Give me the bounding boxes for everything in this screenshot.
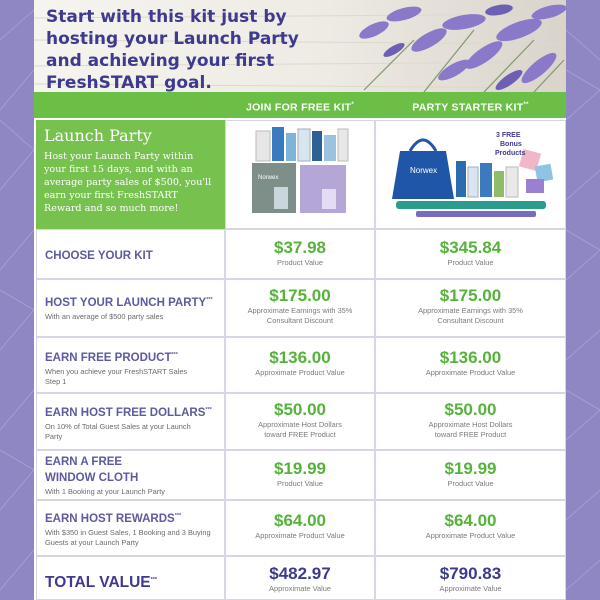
row-title — [45, 510, 218, 526]
row-title — [45, 247, 218, 263]
join-value-cell — [225, 337, 375, 393]
table-row — [34, 450, 566, 500]
join-value-cell — [225, 393, 375, 450]
footnote-marker: ** — [523, 102, 529, 108]
join-amount-note: Approximate Earnings with 35% Consultant Discount — [247, 306, 353, 325]
table-header-row — [34, 92, 566, 118]
column-header-join — [225, 92, 375, 118]
total-title — [45, 571, 218, 592]
column-header-join-label: JOIN FOR FREE KIT — [245, 101, 352, 114]
row-label-cell — [36, 450, 225, 500]
join-total-amount: $482.97 — [269, 564, 331, 583]
starter-total-amount: $790.83 — [439, 564, 502, 583]
headline-line: Start with this kit just by — [46, 7, 287, 27]
join-value-cell — [225, 450, 375, 500]
starter-kit-image — [375, 120, 566, 229]
join-kit-products-illustration — [226, 121, 374, 228]
join-value-cell — [225, 279, 375, 337]
table-row — [34, 337, 566, 393]
starter-amount: $175.00 — [439, 286, 502, 305]
row-title-text: CHOOSE YOUR KIT — [45, 249, 153, 262]
join-value-cell — [225, 229, 375, 279]
headline-line: FreshSTART goal. — [46, 73, 212, 92]
join-amount: $37.98 — [274, 238, 326, 257]
starter-amount-note: Approximate Product Value — [425, 531, 516, 540]
total-label-cell — [36, 556, 225, 600]
join-total-cell — [225, 556, 375, 600]
row-title — [45, 456, 218, 485]
row-label-cell — [36, 229, 225, 279]
row-title-text: EARN FREE PRODUCT — [45, 351, 172, 364]
starter-amount: $64.00 — [444, 511, 497, 530]
starter-amount: $345.84 — [439, 238, 502, 257]
join-amount: $64.00 — [274, 511, 326, 530]
row-title-text: EARN HOST FREE DOLLARS — [45, 406, 206, 419]
row-subtitle: With 1 Booking at your Launch Party — [45, 486, 165, 496]
join-kit-image — [225, 120, 375, 229]
starter-value-cell — [375, 393, 566, 450]
row-subtitle: With an average of $500 party sales — [45, 311, 164, 321]
join-total-note: Approximate Value — [269, 584, 331, 593]
total-row — [34, 556, 566, 600]
starter-kit-products-illustration — [376, 121, 565, 228]
launch-party-title: Launch Party — [44, 126, 152, 145]
headline-line: hosting your Launch Party — [46, 29, 299, 49]
join-amount: $175.00 — [269, 286, 331, 305]
headline — [46, 6, 346, 92]
row-label-cell — [36, 337, 225, 393]
starter-amount-note: Approximate Product Value — [425, 368, 516, 377]
table-row — [34, 229, 566, 279]
row-title-text: HOST YOUR LAUNCH PARTY — [45, 296, 207, 309]
join-amount: $19.99 — [274, 459, 326, 478]
row-title — [45, 294, 218, 310]
row-title-text: EARN A FREE WINDOW CLOTH — [45, 456, 139, 484]
starter-amount-note: Approximate Earnings with 35% Consultant Discount — [418, 306, 523, 325]
join-amount-note: Approximate Host Dollars toward FREE Product — [258, 420, 342, 439]
row-title-text: EARN HOST REWARDS — [45, 512, 175, 525]
join-value-cell — [225, 500, 375, 556]
join-amount: $136.00 — [269, 348, 331, 367]
starter-amount: $136.00 — [439, 348, 502, 367]
row-label-cell — [36, 393, 225, 450]
starter-kit-brand-text: Norwex — [410, 166, 438, 175]
join-kit-brand-text: Norwex — [258, 175, 279, 181]
footnote-marker: * — [351, 102, 355, 108]
row-subtitle: When you achieve your FreshSTART Sales Step 1 — [45, 366, 188, 386]
hero-banner — [34, 0, 566, 92]
headline-line: and achieving your first — [46, 51, 275, 71]
starter-total-note: Approximate Value — [439, 584, 502, 593]
starter-value-cell — [375, 450, 566, 500]
column-header-starter-label: PARTY STARTER KIT — [412, 101, 524, 114]
footnote-marker: *** — [150, 577, 158, 583]
table-row — [34, 393, 566, 450]
starter-total-cell — [375, 556, 566, 600]
starter-amount-note: Approximate Host Dollars toward FREE Product — [428, 420, 513, 439]
table-row — [34, 279, 566, 337]
join-amount-note: Product Value — [277, 479, 323, 488]
starter-value-cell — [375, 500, 566, 556]
footnote-marker: *** — [174, 513, 182, 519]
join-amount-note: Product Value — [277, 258, 323, 267]
lavender-flowers-image — [334, 0, 566, 92]
comparison-table — [34, 92, 566, 600]
starter-amount: $50.00 — [444, 400, 497, 419]
launch-party-box — [36, 120, 225, 229]
row-subtitle: With $350 in Guest Sales, 1 Booking and 3 Buying Guests at your Launch Party — [45, 527, 211, 547]
starter-value-cell — [375, 229, 566, 279]
row-title — [45, 349, 218, 365]
row-title — [45, 404, 218, 420]
join-amount: $50.00 — [274, 400, 326, 419]
footnote-marker: *** — [171, 352, 178, 358]
starter-amount: $19.99 — [444, 459, 497, 478]
starter-amount-note: Product Value — [447, 258, 494, 267]
row-label-cell — [36, 500, 225, 556]
bonus-products-badge: 3 FREE Bonus Products — [495, 132, 526, 157]
starter-value-cell — [375, 337, 566, 393]
launch-party-description: Host your Launch Party within your first 15 days, and with an average party sales of $500, you'll earn your first FreshSTART Reward and so much more! — [44, 151, 212, 214]
column-header-starter — [375, 92, 566, 118]
footnote-marker: *** — [205, 407, 212, 413]
row-subtitle: On 10% of Total Guest Sales at your Launch Party — [45, 421, 191, 441]
join-amount-note: Approximate Product Value — [255, 368, 345, 377]
starter-amount-note: Product Value — [447, 479, 494, 488]
row-label-cell — [36, 279, 225, 337]
comparison-sheet — [34, 0, 566, 600]
footnote-marker: *** — [206, 297, 213, 303]
join-amount-note: Approximate Product Value — [255, 531, 345, 540]
table-row — [34, 500, 566, 556]
starter-value-cell — [375, 279, 566, 337]
total-title-text: TOTAL VALUE — [45, 574, 151, 592]
